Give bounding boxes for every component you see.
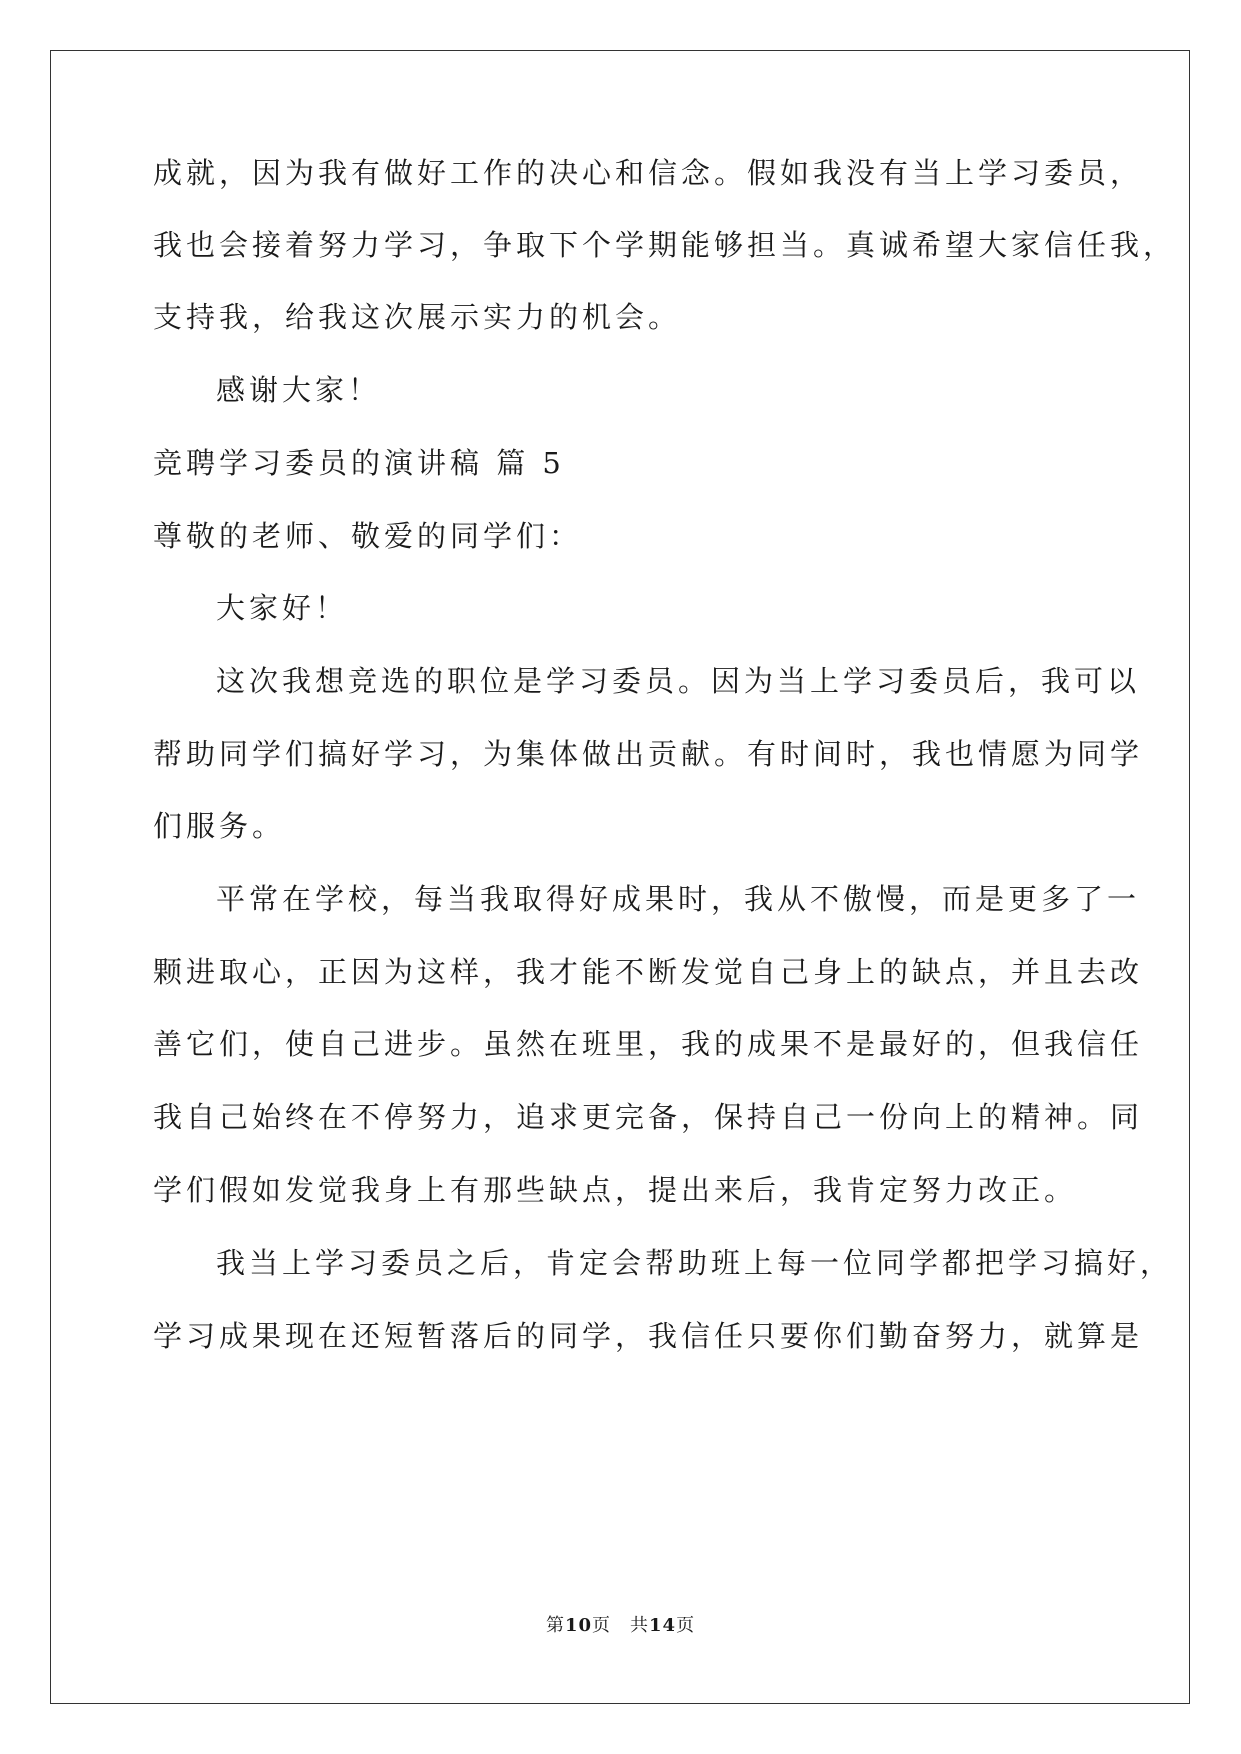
greeting: 大家好！ bbox=[216, 591, 349, 625]
salutation: 尊敬的老师、敬爱的同学们： bbox=[153, 519, 583, 553]
section-heading: 竞聘学习委员的演讲稿 篇 5 bbox=[153, 446, 565, 480]
page-mid: 页 共 bbox=[592, 1615, 649, 1636]
body-line: 成就，因为我有做好工作的决心和信念。假如我没有当上学习委员， bbox=[153, 156, 1144, 190]
body-line: 我也会接着努力学习，争取下个学期能够担当。真诚希望大家信任我， bbox=[153, 228, 1177, 262]
page-footer bbox=[0, 1614, 1241, 1638]
page-suffix: 页 bbox=[676, 1615, 696, 1636]
body-line: 们服务。 bbox=[153, 809, 286, 843]
body-line: 我自己始终在不停努力，追求更完备，保持自己一份向上的精神。同 bbox=[153, 1100, 1144, 1134]
body-line: 颗进取心，正因为这样，我才能不断发觉自己身上的缺点，并且去改 bbox=[153, 955, 1144, 989]
body-line: 平常在学校，每当我取得好成果时，我从不傲慢，而是更多了一 bbox=[216, 882, 1141, 916]
body-line: 这次我想竞选的职位是学习委员。因为当上学习委员后，我可以 bbox=[216, 664, 1141, 698]
body-line: 感谢大家！ bbox=[216, 373, 382, 407]
body-line: 学们假如发觉我身上有那些缺点，提出来后，我肯定努力改正。 bbox=[153, 1173, 1078, 1207]
page-prefix: 第 bbox=[545, 1615, 565, 1636]
page-current: 10 bbox=[564, 1615, 592, 1636]
body-line: 善它们，使自己进步。虽然在班里，我的成果不是最好的，但我信任 bbox=[153, 1027, 1144, 1061]
body-line: 支持我，给我这次展示实力的机会。 bbox=[153, 300, 682, 334]
body-line: 帮助同学们搞好学习，为集体做出贡献。有时间时，我也情愿为同学 bbox=[153, 737, 1144, 771]
body-line: 我当上学习委员之后，肯定会帮助班上每一位同学都把学习搞好， bbox=[216, 1246, 1174, 1280]
page-total: 14 bbox=[649, 1615, 677, 1636]
body-line: 学习成果现在还短暂落后的同学，我信任只要你们勤奋努力，就算是 bbox=[153, 1319, 1144, 1353]
